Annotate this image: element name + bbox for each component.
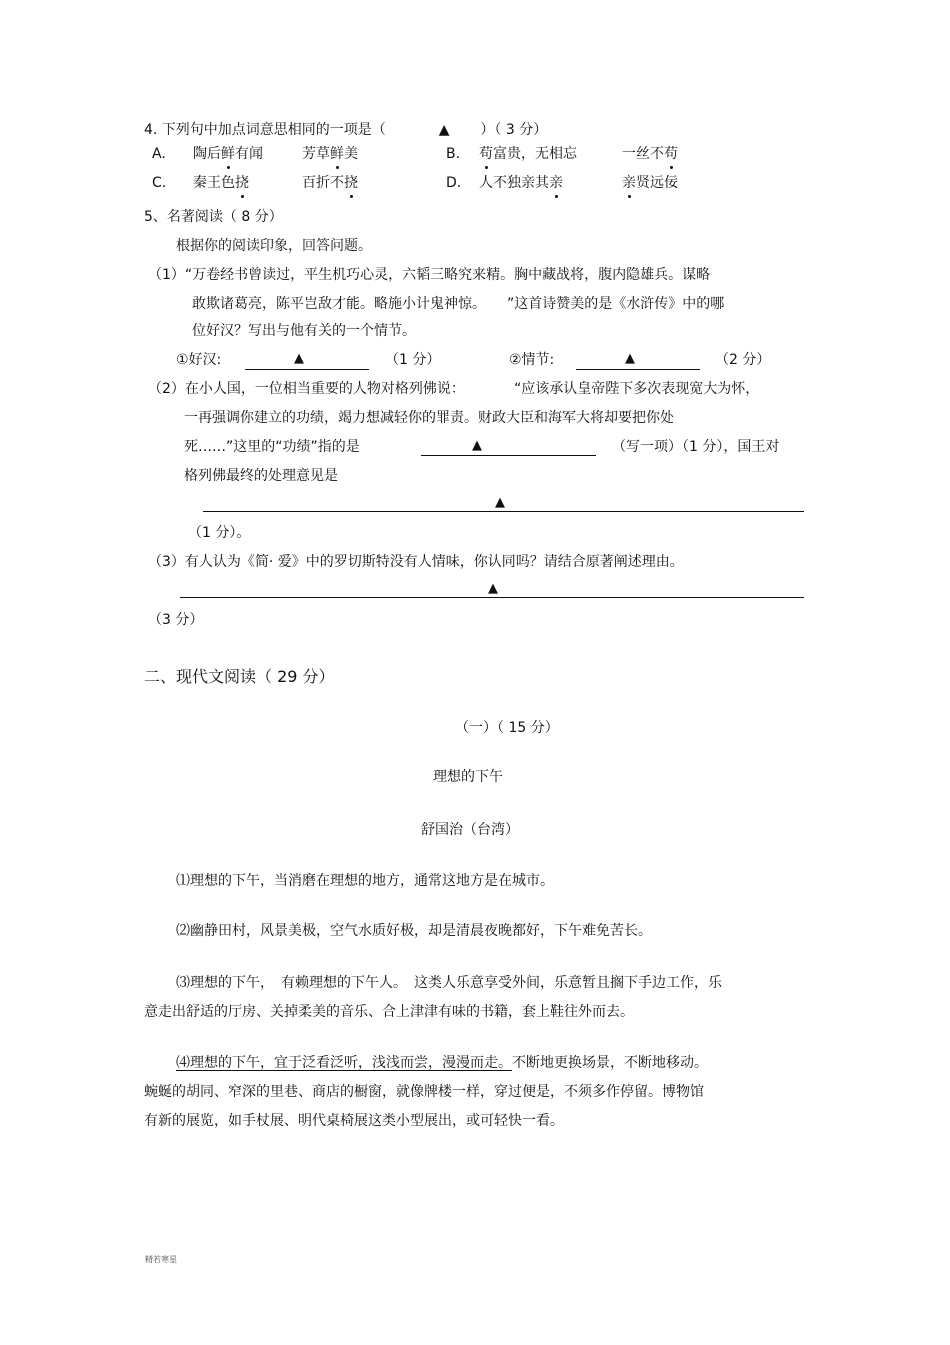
q5-2-line3b: （写一项）（1 分），国王对: [612, 439, 780, 455]
merit-answer-blank[interactable]: [421, 455, 596, 456]
answer-triangle: ▲: [294, 351, 304, 366]
dotted-word: 鲜: [221, 146, 235, 162]
q4-option-c-phrase2: [302, 174, 358, 192]
paragraph-3-line2: 意走出舒适的厅房、关掉柔美的音乐、合上津津有味的书籍，套上鞋往外而去。: [144, 1004, 634, 1020]
text-segment: 一丝不: [622, 146, 664, 162]
q5-1-hero-score: （1 分）: [385, 352, 441, 368]
section-2-title: 二、现代文阅读（ 29 分）: [144, 667, 335, 686]
q4-score: ）（ 3 分）: [480, 122, 548, 138]
q5-3-score: （3 分）: [148, 612, 204, 628]
text-segment: 芳草: [302, 146, 330, 162]
text-segment: 陶后: [193, 146, 221, 162]
q4-option-a-phrase2: [302, 145, 358, 163]
dotted-word: 鲜: [330, 146, 344, 162]
dotted-word: 亲: [622, 175, 636, 191]
dotted-word: 苟: [479, 146, 493, 162]
text-segment: 秦王色: [193, 175, 235, 191]
q5-2-line1a: （2）在小人国，一位相当重要的人物对格列佛说：: [148, 381, 465, 397]
q4-stem-text: 4. 下列句中加点词意思相同的一项是（: [144, 122, 386, 138]
q4-option-c-phrase1: [193, 174, 249, 192]
plot-answer-blank[interactable]: [576, 369, 700, 370]
page-footer: 精若寒星: [145, 1255, 177, 1264]
text-segment: 富贵，无相忘: [493, 146, 577, 162]
text-segment: 不断地更换场景，不断地移动。: [512, 1055, 708, 1071]
q5-2-line2: 一再强调你建立的功绩，竭力想减轻你的罪责。财政大臣和海军大将却要把你处: [184, 410, 674, 426]
text-segment: 有闻: [235, 146, 263, 162]
answer-triangle: ▲: [495, 495, 505, 510]
text-segment: 人不独亲其: [479, 175, 549, 191]
text-segment: 贤远佞: [636, 175, 678, 191]
paragraph-3-line1: ⑶理想的下午， 有赖理想的下午人。 这类人乐意享受外间，乐意暂且搁下手边工作，乐: [176, 975, 722, 991]
verdict-answer-blank[interactable]: [203, 511, 804, 512]
answer-triangle: ▲: [438, 122, 450, 138]
q5-title: 5、名著阅读（ 8 分）: [144, 209, 283, 225]
q5-2-line3a: 死……”这里的“功绩”指的是: [184, 439, 360, 455]
section-2-part-heading: （一）（ 15 分）: [455, 720, 559, 736]
hero-answer-blank[interactable]: [245, 369, 369, 370]
q5-3-line1: （3）有人认为《简· 爱》中的罗切斯特没有人情味，你认同吗？请结合原著阐述理由。: [148, 554, 684, 570]
dotted-word: 挠: [235, 175, 249, 191]
opinion-answer-blank[interactable]: [180, 597, 804, 598]
underlined-sentence: ⑷理想的下午，宜于泛看泛听，浅浅而尝，漫漫而走。: [176, 1055, 512, 1071]
q5-1-plot-score: （2 分）: [715, 352, 771, 368]
q4-option-d-label: D.: [446, 175, 462, 191]
q4-option-d-phrase1: [479, 174, 563, 192]
q4-option-b-phrase2: [622, 145, 678, 163]
q4-option-a-phrase1: [193, 145, 263, 163]
q5-1-line3: 位好汉？写出与他有关的一个情节。: [192, 323, 416, 339]
answer-triangle: ▲: [488, 581, 498, 596]
paragraph-2: ⑵幽静田村，风景美极，空气水质好极，却是清晨夜晚都好，下午难免苦长。: [176, 923, 652, 939]
q5-1-hero-label: ①好汉:: [176, 352, 222, 368]
q4-option-b-phrase1: [479, 145, 577, 163]
paragraph-4-line1: [176, 1054, 708, 1072]
paragraph-4-line3: 有新的展览，如手杖展、明代桌椅展这类小型展出，或可轻快一看。: [144, 1113, 564, 1129]
q4-stem: [144, 121, 547, 139]
answer-triangle: ▲: [472, 438, 482, 453]
text-segment: 百折不: [302, 175, 344, 191]
q4-option-c-label: C.: [152, 175, 167, 191]
dotted-word: 挠: [344, 175, 358, 191]
q5-2-score: （1 分）。: [188, 525, 251, 541]
paragraph-1: ⑴理想的下午，当消磨在理想的地方，通常这地方是在城市。: [176, 873, 554, 889]
q5-1-plot-label: ②情节:: [509, 352, 555, 368]
article-title: 理想的下午: [433, 769, 503, 785]
q4-option-d-phrase2: [622, 174, 678, 192]
q5-1-line2: 敢欺诸葛亮，陈平岂敌才能。略施小计鬼神惊。 ”这首诗赞美的是《水浒传》中的哪: [192, 296, 725, 312]
q4-option-b-label: B.: [446, 146, 461, 162]
dotted-word: 苟: [664, 146, 678, 162]
q5-2-line1b: “应该承认皇帝陛下多次表现宽大为怀，: [514, 381, 760, 397]
q5-intro: 根据你的阅读印象，回答问题。: [176, 238, 372, 254]
dotted-word: 亲: [549, 175, 563, 191]
article-author: 舒国治（台湾）: [421, 822, 519, 838]
answer-triangle: ▲: [625, 351, 635, 366]
paragraph-4-line2: 蜿蜒的胡同、窄深的里巷、商店的橱窗，就像牌楼一样，穿过便是，不须多作停留。博物馆: [144, 1084, 704, 1100]
q4-option-a-label: A.: [152, 146, 166, 162]
text-segment: 美: [344, 146, 358, 162]
q5-1-line1: （1）“万卷经书曾读过，平生机巧心灵，六韬三略究来精。胸中藏战将，腹内隐雄兵。谋略: [148, 267, 711, 283]
q5-2-line4: 格列佛最终的处理意见是: [184, 468, 338, 484]
